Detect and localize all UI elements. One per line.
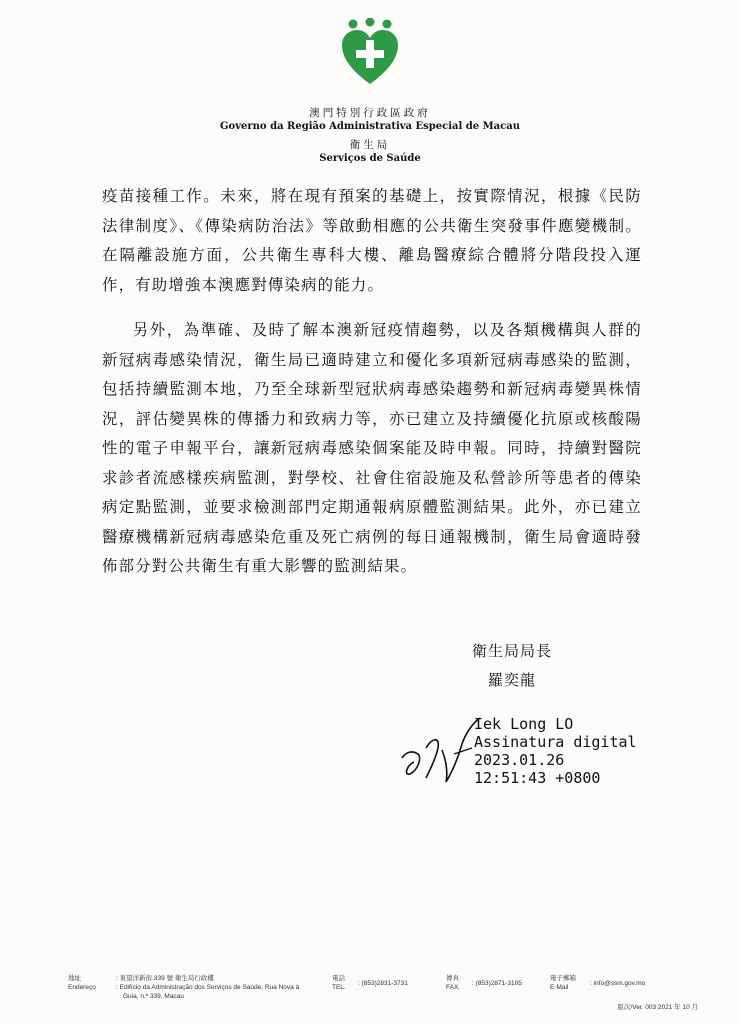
tel-value: : (853)2831-3731 — [358, 980, 408, 987]
version-note: 版次/Ver. 003 2021 年 10 月 — [617, 1004, 698, 1011]
digital-signature-stamp — [474, 715, 637, 787]
department-name-portuguese: Serviços de Saúde — [319, 153, 421, 164]
address-pt-line1: : Edifício da Administração dos Serviços de Saúde, Rua Nova à — [116, 984, 300, 991]
fax-label-pt: FAX. — [446, 984, 461, 991]
digital-signature-time: 12:51:43 +0800 — [474, 769, 601, 787]
department-name-chinese: 衛生局 — [349, 139, 391, 151]
government-name-chinese: 澳門特別行政區政府 — [309, 107, 431, 119]
signer-title: 衛生局局長 — [472, 642, 553, 660]
signer-block — [472, 637, 552, 695]
email-value: : info@ssm.gov.mo — [590, 980, 646, 987]
paragraph-2: 另外，為準確、及時了解本澳新冠疫情趨勢，以及各類機構與人群的新冠病毒感染情況，衛生局已適時建立和優化多項新冠病毒感染的監測，包括持續監測本地，乃至全球新型冠狀病毒感染趨勢和新冠病毒變異株情況，評估變異株的傳播力和致病力等，亦已建立及持續優化抗原或核酸陽性的電子申報平台，讓新冠病毒感染個案能及時申報。同時，持續對醫院求診者流感樣疾病監測，對學校、社會住宿設施及私營診所等患者的傳染病定點監測，並要求檢測部門定期通報病原體監測結果。此外，亦已建立醫療機構新冠病毒感染危重及死亡病例的每日通報機制，衛生局會適時發佈部分對公共衛生有重大影響的監測結果。 — [102, 321, 642, 575]
paragraph-1: 疫苗接種工作。未來，將在現有預案的基礎上，按實際情況，根據《民防法律制度》、《傳染病防治法》等啟動相應的公共衛生突發事件應變機制。在隔離設施方面，公共衛生專科大樓、離島醫療綜合體將分階段投入運作，有助增強本澳應對傳染病的能力。 — [102, 187, 642, 294]
digital-signature-label: Assinatura digital — [474, 733, 637, 751]
address-label-zh: 地址 — [68, 975, 81, 982]
email-label-pt: E-Mail — [550, 984, 569, 991]
letter-body — [102, 182, 642, 582]
email-label-zh: 電子郵箱 — [550, 975, 576, 982]
letterhead — [0, 18, 740, 166]
handwritten-signature — [396, 714, 484, 786]
health-bureau-logo — [339, 18, 401, 88]
address-pt-line2: Guia, n.º 339, Macau — [123, 993, 184, 1000]
digital-signer-name: Iek Long LO — [474, 715, 574, 733]
fax-value: : (853)2871-3105 — [472, 980, 522, 987]
tel-label-zh: 電話 — [332, 975, 345, 982]
government-name-portuguese: Governo da Região Administrativa Especial de Macau — [220, 121, 520, 132]
address-label-pt: Endereço — [68, 984, 96, 991]
tel-label-pt: TEL. — [332, 984, 346, 991]
signer-name: 羅奕龍 — [488, 671, 537, 689]
footer — [0, 966, 740, 1024]
address-zh: : 東望洋新街 339 號 衛生局行政樓 — [116, 975, 214, 982]
digital-signature-date: 2023.01.26 — [474, 751, 565, 769]
fax-label-zh: 傳真 — [446, 975, 459, 982]
